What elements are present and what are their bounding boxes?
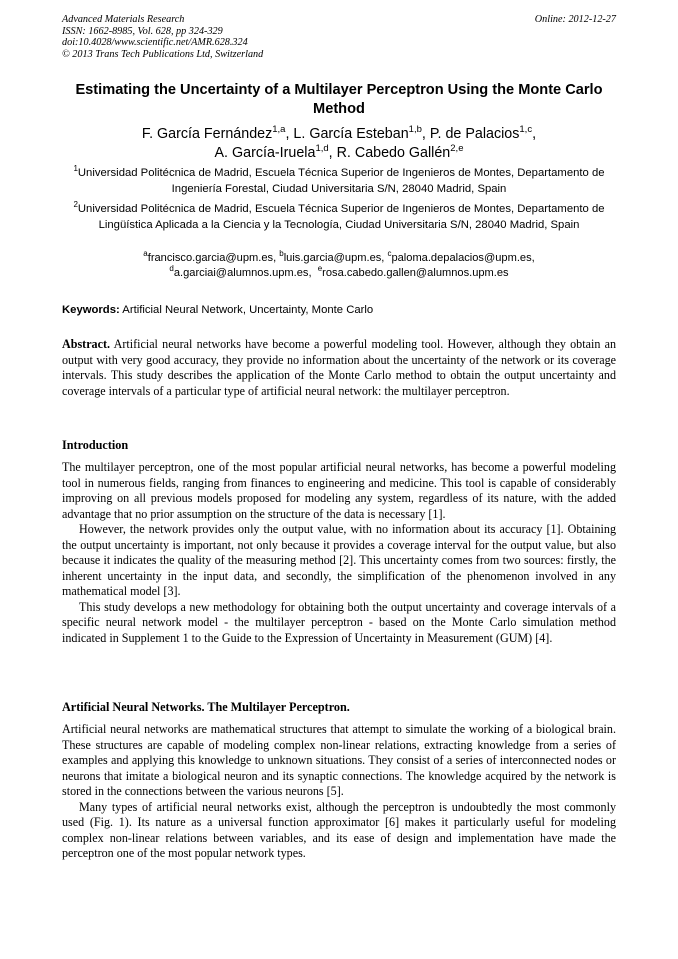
- journal-header: [62, 14, 616, 60]
- section-heading-ann: Artificial Neural Networks. The Multilayer Perceptron.: [62, 700, 350, 714]
- email-link[interactable]: rosa.cabedo.gallen@alumnos.upm.es: [322, 267, 509, 279]
- copyright-line: © 2013 Trans Tech Publications Ltd, Switzerland: [62, 48, 264, 60]
- section-heading-introduction: Introduction: [62, 438, 129, 452]
- introduction-section: [62, 460, 616, 646]
- author-line-1: F. García Fernández$^{1,a}$, L. García Esteban$^{1,b}$, P. de Palacios$^{1,c}$,: [141, 124, 537, 142]
- keywords-label: Keywords:: [62, 304, 120, 316]
- author-name: F. García Fernández: [141, 126, 273, 142]
- paragraph: However, the network provides only the output value, with no information about its accuracy [1]. Obtaining the output uncertainty is important, not only because it provides a coverage interval for the output value, but also because it indicates the quality of the measuring method [2]. This uncertainty comes from two sources: firstly, the inherent uncertainty in the input data, and secondly, the simplification of the phenomenon involved in any mathematical model [3].: [62, 522, 616, 598]
- author-name: R. Cabedo Gallén: [336, 145, 451, 161]
- ann-section: [62, 722, 616, 862]
- author-name: L. García Esteban: [293, 126, 409, 142]
- paragraph: The multilayer perceptron, one of the most popular artificial neural networks, has become a powerful modeling tool in numerous fields, ranging from finances to engineering and medicine. This tool is capable of considerably improving on all previous models proposed for modeling any system, regardless of its nature, with the added advantage that no prior assumption on the structure of the data is necessary [1].: [62, 460, 616, 521]
- paper-title: Estimating the Uncertainty of a Multilayer Perceptron Using the Monte Carlo Method: [75, 82, 603, 117]
- paragraph: Artificial neural networks are mathematical structures that attempt to simulate the working of a biological brain. These structures are capable of modeling complex non-linear relations, extracting knowledge from a series of examples and applying this knowledge to unknown situations. They consist of a series of interconnected nodes or neurons that imitate a biological neuron and its synaptic connections. The knowledge acquired by the network is stored in the connections between the various neurons [5].: [62, 722, 616, 798]
- email-link[interactable]: luis.garcia@upm.es,: [283, 252, 385, 264]
- paragraph: Many types of artificial neural networks exist, although the perceptron is undoubtedly the most commonly used (Fig. 1). Its nature as a universal function approximator [6] makes it particularly useful for modeling complex non-linear relations between variables, and its ease of design and implementation have made the perceptron one of the most popular network types.: [62, 799, 616, 860]
- email-list: [62, 251, 616, 281]
- author-sup: 1,c: [519, 124, 533, 135]
- doi-line: doi:10.4028/www.scientific.net/AMR.628.324: [62, 37, 248, 48]
- email-link[interactable]: a.garciai@alumnos.upm.es,: [173, 267, 312, 279]
- keywords: [62, 303, 616, 317]
- abstract: [62, 337, 616, 399]
- author-name: P. de Palacios: [429, 126, 520, 142]
- author-line-2: A. García-Iruela$^{1,d}$, R. Cabedo Gallén$^{2,e}$: [214, 143, 464, 161]
- affiliation-1: $^1$Universidad Politécnica de Madrid, Escuela Técnica Superior de Ingenieros de Montes, Departamento de Ingeniería Forestal, Ciudad Universitaria S/N, 28040 Madrid, Spain: [73, 164, 605, 195]
- author-sup: 2,e: [450, 143, 464, 154]
- email-link[interactable]: paloma.depalacios@upm.es,: [391, 252, 535, 264]
- paragraph: This study develops a new methodology for obtaining both the output uncertainty and coverage intervals of a specific neural network model - the multilayer perceptron - based on the Monte Carlo simulation method indicated in Supplement 1 to the Guide to the Expression of Uncertainty in Measurement (GUM) [4].: [62, 599, 616, 645]
- affiliation-2: $^2$Universidad Politécnica de Madrid, Escuela Técnica Superior de Ingenieros de Montes, Departamento de Lingüística Aplicada a la Ciencia y la Tecnología, Ciudad Universitaria S/N, 28040 Madrid, Spain: [73, 200, 605, 231]
- email-line-2: $^d$a.garciai@alumnos.upm.es, $^e$rosa.cabedo.gallen@alumnos.upm.es: [169, 264, 509, 279]
- author-list: [62, 125, 616, 163]
- author-sup: 1,b: [408, 124, 422, 135]
- journal-name: Advanced Materials Research: [62, 14, 185, 25]
- email-link[interactable]: francisco.garcia@upm.es,: [147, 252, 277, 264]
- keywords-text: Artificial Neural Network, Uncertainty, Monte Carlo: [122, 304, 374, 316]
- abstract-label: Abstract.: [62, 337, 111, 351]
- issn-line: ISSN: 1662-8985, Vol. 628, pp 324-329: [62, 25, 223, 37]
- author-sup: 1,a: [272, 124, 286, 135]
- author-sup: 1,d: [315, 143, 329, 154]
- author-name: A. García-Iruela: [214, 145, 316, 161]
- online-date: Online: 2012-12-27: [534, 14, 616, 25]
- email-line-1: $^a$francisco.garcia@upm.es, $^b$luis.garcia@upm.es, $^c$paloma.depalacios@upm.es,: [143, 249, 535, 264]
- abstract-text: Artificial neural networks have become a powerful modeling tool. However, although they obtain an output with very good accuracy, they provide no information about the uncertainty of the network or its coverage intervals. This study describes the application of the Monte Carlo method to obtain the output uncertainty and coverage intervals of a particular type of artificial neural network: the multilayer perceptron.: [62, 337, 616, 398]
